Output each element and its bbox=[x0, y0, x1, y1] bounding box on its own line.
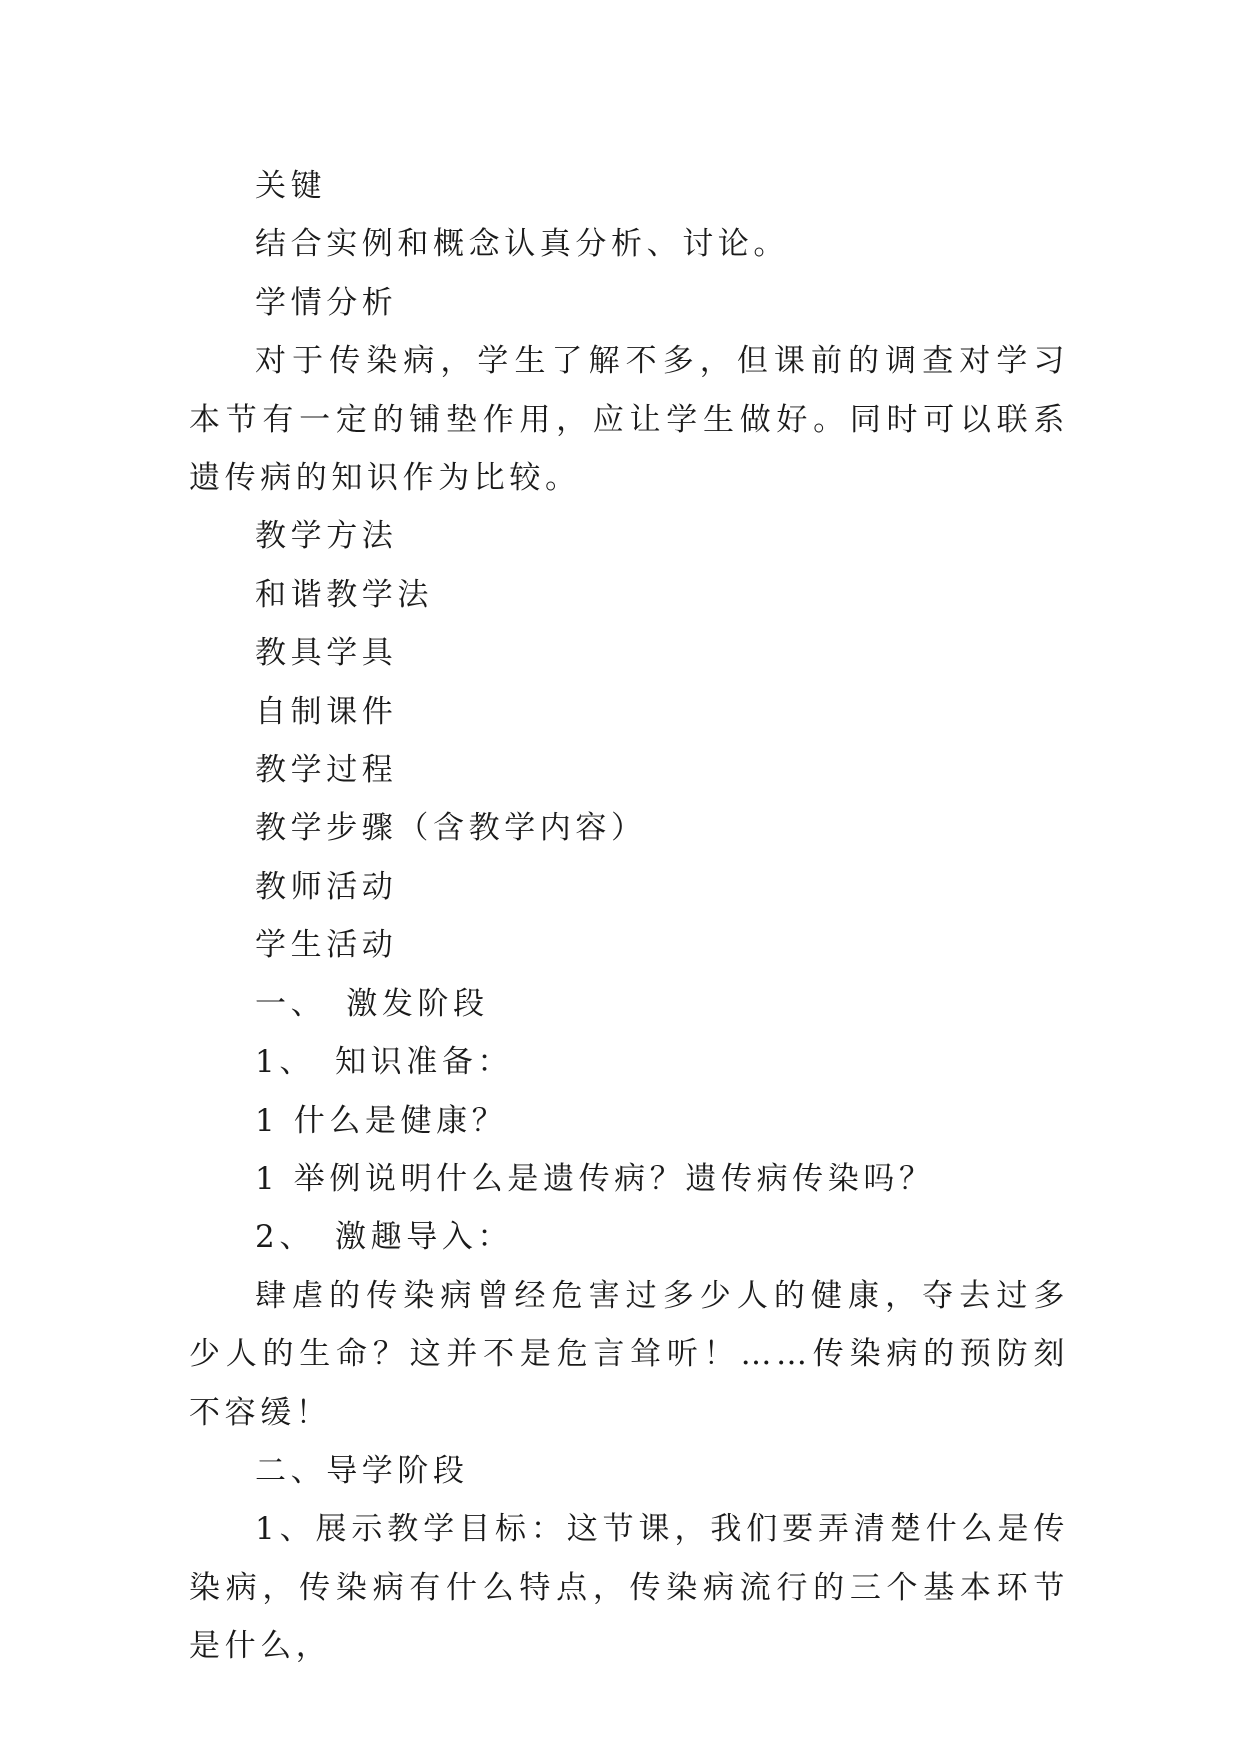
paragraph-question-genetic-disease: 1 举例说明什么是遗传病？遗传病传染吗？ bbox=[255, 1160, 935, 1197]
paragraph-key-point-detail: 结合实例和概念认真分析、讨论。 bbox=[255, 226, 789, 263]
paragraph-learner-analysis: 对于传染病，学生了解不多，但课前的调查对学习本节有一定的铺垫作用，应让学生做好。同时可以联系遗传病的知识作为比较。 bbox=[189, 343, 1069, 497]
paragraph-question-health: 1 什么是健康？ bbox=[255, 1102, 508, 1139]
paragraph-teaching-steps: 教学步骤（含教学内容） bbox=[255, 810, 647, 847]
paragraph-teaching-method-heading: 教学方法 bbox=[255, 518, 398, 555]
paragraph-learner-analysis-heading: 学情分析 bbox=[255, 284, 398, 321]
paragraph-stage-one-heading: 一、 激发阶段 bbox=[255, 985, 489, 1022]
document-body bbox=[189, 157, 1069, 1676]
paragraph-interest-intro-text: 肆虐的传染病曾经危害过多少人的健康，夺去过多少人的生命？这并不是危言耸听！……传染病的预防刻不容缓！ bbox=[189, 1277, 1069, 1431]
paragraph-teaching-aids: 自制课件 bbox=[255, 693, 398, 730]
paragraph-stage-two-heading: 二、导学阶段 bbox=[255, 1452, 469, 1489]
paragraph-knowledge-prep: 1、 知识准备： bbox=[255, 1044, 514, 1081]
paragraph-interest-intro: 2、 激趣导入： bbox=[255, 1219, 514, 1256]
paragraph-teaching-method: 和谐教学法 bbox=[255, 576, 433, 613]
paragraph-teaching-aids-heading: 教具学具 bbox=[255, 635, 398, 672]
paragraph-teaching-goals: 1、展示教学目标：这节课，我们要弄清楚什么是传染病，传染病有什么特点，传染病流行的三个基本环节是什么， bbox=[189, 1511, 1069, 1665]
paragraph-teaching-process-heading: 教学过程 bbox=[255, 752, 398, 789]
paragraph-key-point: 关键 bbox=[255, 168, 327, 204]
paragraph-student-activity: 学生活动 bbox=[255, 927, 398, 964]
paragraph-teacher-activity: 教师活动 bbox=[255, 868, 398, 905]
